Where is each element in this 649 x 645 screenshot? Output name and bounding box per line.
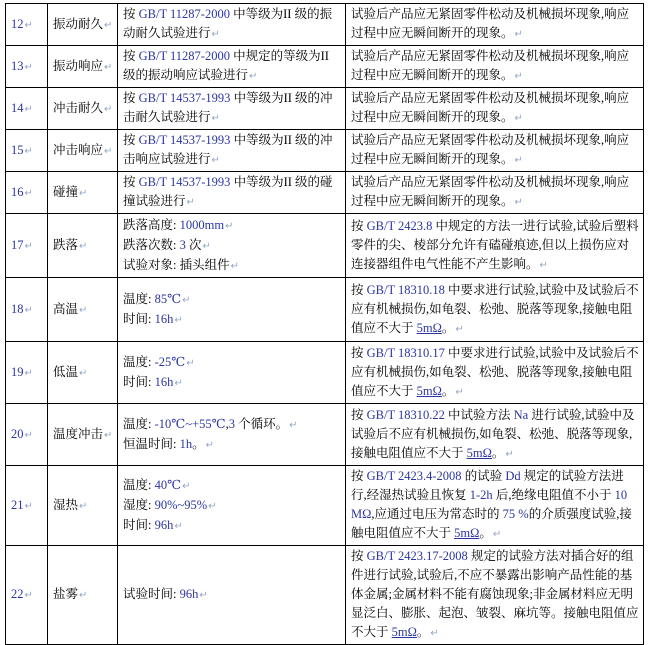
test-conditions-cell xyxy=(118,88,346,130)
latin-text: 17 xyxy=(11,237,24,252)
latin-text: 16h xyxy=(154,374,174,389)
requirements-cell xyxy=(346,46,644,88)
paragraph-mark-icon: ↵ xyxy=(174,520,183,532)
latin-text: 15 xyxy=(11,142,24,157)
requirement-text: 按 GB/T 2423.17-2008 规定的试验方法对插合好的组件进行试验,试验后,不应不暴露出影响产品性能的基体金属;金属材料不能有腐蚀现象;非金属材料应无明显泛白、膨胀、起泡、皱裂、麻坑等。接触电阻值应不大于 5mΩ。↵ xyxy=(351,549,639,639)
requirement-text: 按 GB/T 18310.18 中要求进行试验,试验中及试验后不应有机械损伤,如龟裂、松弛、脱落等现象,接触电阻值应不大于 5mΩ。↵ xyxy=(351,282,639,335)
condition-line: 温度: 40℃↵ xyxy=(123,477,191,492)
requirement-text: 按 GB/T 18310.17 中要求进行试验,试验中及试验后不应有机械损伤,如龟裂、松弛、脱落等现象,接触电阻值应不大于 5mΩ。↵ xyxy=(351,345,639,398)
paragraph-mark-icon: ↵ xyxy=(79,367,88,379)
table-row xyxy=(6,172,644,214)
latin-text: 18 xyxy=(11,301,24,316)
latin-text: GB/T 18310.17 xyxy=(366,345,449,360)
paragraph-mark-icon: ↵ xyxy=(104,145,113,157)
paragraph-mark-icon: ↵ xyxy=(289,419,298,431)
row-number-cell xyxy=(6,342,48,404)
paragraph-mark-icon: ↵ xyxy=(249,71,258,82)
paragraph-mark-icon: ↵ xyxy=(104,61,113,73)
paragraph-mark-icon: ↵ xyxy=(186,357,195,369)
test-conditions-cell xyxy=(118,172,346,214)
paragraph-mark-icon: ↵ xyxy=(539,259,548,271)
condition-line: 温度: -25℃↵ xyxy=(123,354,195,369)
condition-line: 温度: -10℃~+55℃,3 个循环。↵ xyxy=(123,416,298,431)
requirements-cell xyxy=(346,342,644,404)
requirements-cell xyxy=(346,88,644,130)
table-row xyxy=(6,466,644,546)
condition-line: 温度: 85℃↵ xyxy=(123,291,191,306)
paragraph-mark-icon: ↵ xyxy=(174,314,183,326)
requirement-text: 试验后产品应无紧固零件松动及机械损坏现象,响应过程中应无瞬间断开的现象。↵ xyxy=(351,49,630,82)
test-conditions-cell xyxy=(118,46,346,88)
requirement-text: 试验后产品应无紧固零件松动及机械损坏现象,响应过程中应无瞬间断开的现象。↵ xyxy=(351,91,630,124)
paragraph-mark-icon: ↵ xyxy=(182,294,191,306)
latin-text: 5mΩ xyxy=(466,445,492,460)
paragraph-mark-icon: ↵ xyxy=(79,240,88,252)
condition-line: 按 GB/T 11287-2000 中等级为II 级的振动耐久试验进行↵ xyxy=(123,7,333,40)
latin-text: 1000mm xyxy=(179,217,225,232)
paragraph-mark-icon: ↵ xyxy=(104,103,113,115)
paragraph-mark-icon: ↵ xyxy=(211,155,220,166)
latin-text: Dd xyxy=(505,469,524,483)
latin-text: -10℃~+55℃ xyxy=(154,416,226,431)
test-name-cell: 盐雾↵ xyxy=(48,546,118,645)
requirements-cell xyxy=(346,278,644,342)
paragraph-mark-icon: ↵ xyxy=(174,377,183,389)
paragraph-mark-icon: ↵ xyxy=(24,590,33,601)
latin-text: 12 xyxy=(11,16,24,31)
paragraph-mark-icon: ↵ xyxy=(492,529,502,540)
condition-line: 跌落高度: 1000mm↵ xyxy=(123,217,234,232)
table-row xyxy=(6,4,644,46)
test-conditions-cell xyxy=(118,4,346,46)
latin-text: 1h xyxy=(179,436,193,451)
table-row xyxy=(6,278,644,342)
paragraph-mark-icon: ↵ xyxy=(505,448,514,460)
latin-text: 3 xyxy=(179,237,189,252)
condition-line: 试验时间: 96h↵ xyxy=(123,587,208,601)
latin-text: 5mΩ xyxy=(391,625,417,639)
latin-text: 10 MΩ xyxy=(351,488,628,521)
table-row xyxy=(6,46,644,88)
paragraph-mark-icon: ↵ xyxy=(514,155,523,166)
paragraph-mark-icon: ↵ xyxy=(104,429,113,441)
test-name-cell: 碰撞↵ xyxy=(48,172,118,214)
paragraph-mark-icon: ↵ xyxy=(79,187,88,199)
paragraph-mark-icon: ↵ xyxy=(104,19,113,31)
table-row xyxy=(6,130,644,172)
latin-text: 75 % xyxy=(502,507,529,521)
latin-text: GB/T 11287-2000 xyxy=(138,49,234,63)
paragraph-mark-icon: ↵ xyxy=(514,29,523,40)
paragraph-mark-icon: ↵ xyxy=(24,304,33,316)
latin-text: GB/T 14537-1993 xyxy=(138,91,234,105)
paragraph-mark-icon: ↵ xyxy=(79,304,88,316)
condition-line: 时间: 96h↵ xyxy=(123,517,183,532)
latin-text: GB/T 18310.22 xyxy=(366,407,449,422)
paragraph-mark-icon: ↵ xyxy=(202,240,211,252)
row-number-cell xyxy=(6,46,48,88)
paragraph-mark-icon: ↵ xyxy=(514,113,523,124)
row-number-cell xyxy=(6,466,48,546)
condition-line: 按 GB/T 14537-1993 中等级为II 级的冲击响应试验进行↵ xyxy=(123,133,333,166)
latin-text: 21 xyxy=(11,497,24,512)
paragraph-mark-icon: ↵ xyxy=(79,500,88,512)
test-name-cell: 高温↵ xyxy=(48,278,118,342)
latin-text: 16 xyxy=(11,184,24,199)
paragraph-mark-icon: ↵ xyxy=(211,29,220,40)
condition-line: 跌落次数: 3 次↵ xyxy=(123,237,211,252)
test-conditions-cell xyxy=(118,342,346,404)
table-row xyxy=(6,88,644,130)
latin-text: Na xyxy=(513,407,532,422)
paragraph-mark-icon: ↵ xyxy=(514,197,523,208)
test-name-cell: 冲击耐久↵ xyxy=(48,88,118,130)
latin-text: 13 xyxy=(11,58,24,73)
latin-text: 3 xyxy=(228,416,239,431)
latin-text: 85℃ xyxy=(154,291,182,306)
latin-text: GB/T 2423.4-2008 xyxy=(366,469,465,483)
requirements-cell xyxy=(346,172,644,214)
paragraph-mark-icon: ↵ xyxy=(24,500,33,512)
requirement-text: 按 GB/T 2423.8 中规定的方法一进行试验,试验后塑料零件的尖、棱部分允许有磕碰痕迹,但以上损伤应对连接器组件电气性能不产生影响。↵ xyxy=(351,218,639,271)
latin-text: GB/T 2423.17-2008 xyxy=(366,549,471,563)
paragraph-mark-icon: ↵ xyxy=(24,367,33,379)
paragraph-mark-icon: ↵ xyxy=(24,240,33,252)
latin-text: 96h xyxy=(179,587,199,601)
paragraph-mark-icon: ↵ xyxy=(205,439,215,451)
paragraph-mark-icon: ↵ xyxy=(186,197,195,208)
condition-line: 恒温时间: 1h。↵ xyxy=(123,436,215,451)
test-name-cell: 跌落↵ xyxy=(48,214,118,278)
paragraph-mark-icon: ↵ xyxy=(230,260,239,272)
condition-line: 按 GB/T 11287-2000 中规定的等级为II 级的振动响应试验进行↵ xyxy=(123,49,329,82)
condition-line: 湿度: 90%~95%↵ xyxy=(123,497,217,512)
paragraph-mark-icon: ↵ xyxy=(24,103,33,115)
paragraph-mark-icon: ↵ xyxy=(208,500,217,512)
requirements-cell xyxy=(346,4,644,46)
latin-text: GB/T 14537-1993 xyxy=(138,133,234,147)
requirement-text: 试验后产品应无紧固零件松动及机械损坏现象,响应过程中应无瞬间断开的现象。↵ xyxy=(351,7,630,40)
condition-line: 按 GB/T 14537-1993 中等级为II 级的碰撞试验进行↵ xyxy=(123,175,333,208)
row-number-cell xyxy=(6,172,48,214)
requirements-cell xyxy=(346,404,644,466)
condition-line: 按 GB/T 14537-1993 中等级为II 级的冲击耐久试验进行↵ xyxy=(123,91,333,124)
condition-line: 试验对象: 插头组件↵ xyxy=(123,257,239,272)
latin-text: 20 xyxy=(11,426,24,441)
requirement-text: 试验后产品应无紧固零件松动及机械损坏现象,响应过程中应无瞬间断开的现象。↵ xyxy=(351,133,630,166)
table-body xyxy=(6,4,644,645)
latin-text: 5mΩ xyxy=(416,383,442,398)
paragraph-mark-icon: ↵ xyxy=(79,590,88,601)
requirements-cell xyxy=(346,214,644,278)
latin-text: 5mΩ xyxy=(454,526,480,540)
paragraph-mark-icon: ↵ xyxy=(24,429,33,441)
latin-text: 22 xyxy=(11,587,24,601)
latin-text: 90%~95% xyxy=(154,497,208,512)
requirement-text: 按 GB/T 18310.22 中试验方法 Na 进行试验,试验中及试验后不应有机械损伤,如龟裂、松弛、脱落等现象,接触电阻值应不大于 5mΩ。↵ xyxy=(351,407,635,460)
paragraph-mark-icon: ↵ xyxy=(24,19,33,31)
requirement-text: 按 GB/T 2423.4-2008 的试验 Dd 规定的试验方法进行,经湿热试验且恢复 1-2h 后,绝缘电阻值不小于 10 MΩ,应通过电压为常态时的 75 %的介质强度试验,接触电阻值应不大于 5mΩ。↵ xyxy=(351,469,632,540)
paragraph-mark-icon: ↵ xyxy=(24,61,33,73)
paragraph-mark-icon: ↵ xyxy=(455,323,464,335)
row-number-cell xyxy=(6,278,48,342)
test-name-cell: 低温↵ xyxy=(48,342,118,404)
paragraph-mark-icon: ↵ xyxy=(430,628,439,639)
paragraph-mark-icon: ↵ xyxy=(225,220,234,232)
paragraph-mark-icon: ↵ xyxy=(24,187,33,199)
latin-text: GB/T 14537-1993 xyxy=(138,175,234,189)
row-number-cell xyxy=(6,214,48,278)
paragraph-mark-icon: ↵ xyxy=(211,113,220,124)
paragraph-mark-icon: ↵ xyxy=(514,71,523,82)
latin-text: 40℃ xyxy=(154,477,182,492)
paragraph-mark-icon: ↵ xyxy=(455,386,464,398)
latin-text: 1-2h xyxy=(469,488,496,502)
paragraph-mark-icon: ↵ xyxy=(182,480,191,492)
test-name-cell: 温度冲击↵ xyxy=(48,404,118,466)
row-number-cell xyxy=(6,4,48,46)
latin-text: 16h xyxy=(154,311,174,326)
paragraph-mark-icon: ↵ xyxy=(24,145,33,157)
latin-text: 96h xyxy=(154,517,174,532)
latin-text: GB/T 2423.8 xyxy=(366,218,436,233)
test-conditions-cell xyxy=(118,130,346,172)
test-spec-table xyxy=(5,3,644,645)
test-conditions-cell xyxy=(118,466,346,546)
latin-text: 14 xyxy=(11,100,24,115)
latin-text: GB/T 11287-2000 xyxy=(138,7,234,21)
row-number-cell xyxy=(6,130,48,172)
test-conditions-cell xyxy=(118,404,346,466)
latin-text: -25℃ xyxy=(154,354,186,369)
requirements-cell xyxy=(346,130,644,172)
test-conditions-cell xyxy=(118,214,346,278)
table-row xyxy=(6,342,644,404)
row-number-cell xyxy=(6,88,48,130)
latin-text: GB/T 18310.18 xyxy=(366,282,449,297)
table-row xyxy=(6,214,644,278)
test-name-cell: 振动响应↵ xyxy=(48,46,118,88)
condition-line: 时间: 16h↵ xyxy=(123,374,183,389)
test-name-cell: 振动耐久↵ xyxy=(48,4,118,46)
test-name-cell: 冲击响应↵ xyxy=(48,130,118,172)
requirement-text: 试验后产品应无紧固零件松动及机械损坏现象,响应过程中应无瞬间断开的现象。↵ xyxy=(351,175,630,208)
latin-text: 19 xyxy=(11,364,24,379)
test-conditions-cell xyxy=(118,278,346,342)
latin-text: 5mΩ xyxy=(416,320,442,335)
paragraph-mark-icon: ↵ xyxy=(199,590,208,601)
table-row xyxy=(6,404,644,466)
condition-line: 时间: 16h↵ xyxy=(123,311,183,326)
test-name-cell: 湿热↵ xyxy=(48,466,118,546)
row-number-cell xyxy=(6,404,48,466)
requirements-cell xyxy=(346,466,644,546)
